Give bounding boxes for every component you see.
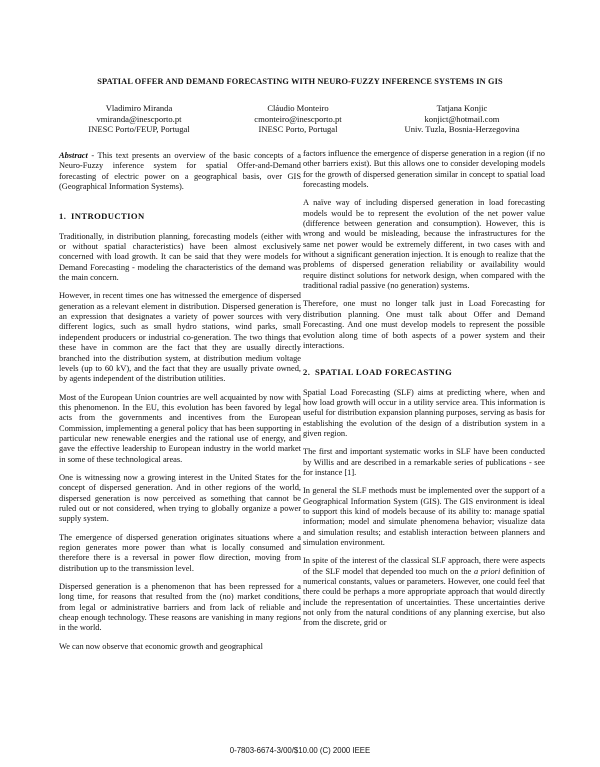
- italic-phrase: a priori: [473, 566, 501, 576]
- paragraph: The emergence of dispersed generation originates situations where a region generates more power than what is locally consumed and therefore there is a reversal in power flow direction, moving from distribution up to the transmission level.: [59, 532, 301, 573]
- paragraph: Spatial Load Forecasting (SLF) aims at predicting where, when and how load growth will occur in a utility service area. This information is useful for distribution expansion planning purposes, serving as basis for establishing the evolution of the design of a distribution system in a given region.: [303, 387, 545, 438]
- paragraph: The first and important systematic works in SLF have been conducted by Willis and are described in a remarkable series of publications - see for instance [1].: [303, 447, 545, 477]
- paragraph: Therefore, one must no longer talk just in Load Forecasting for distribution planning. One must talk about Offer and Demand Forecasting. And one must develop models to represent the possible evolution along time of both aspects of a power system and their interactions.: [303, 299, 545, 350]
- author-block: [213, 103, 383, 135]
- author-affiliation: Univ. Tuzla, Bosnia-Herzegovina: [404, 124, 520, 135]
- author-affiliation: INESC Porto, Portugal: [258, 124, 338, 135]
- paragraph: A naïve way of including dispersed generation in load forecasting models would be to represent the evolution of the net power value (difference between generation and consumption). However, this is wrong and would be misleading, because the infrastructures for the same net power would be extremely different, in two cases with and without a significant generation injection. It is enough to realize that the problems of dispersed generation reliability or availability would require distinct solutions for network design, when compared with the traditional radial passive (no generation) systems.: [303, 198, 545, 291]
- author-name: Cláudio Monteiro: [267, 103, 329, 113]
- copyright-footer: 0-7803-6674-3/00/$10.00 (C) 2000 IEEE: [229, 746, 371, 755]
- author-name: Tatjana Konjic: [436, 103, 488, 113]
- paragraph: Traditionally, in distribution planning, forecasting models (either with or without spatial characteristics) have been almost exclusively concerned with load growth. It can be said that they were models for Demand Forecasting - modeling the characteristics of the demand was the main concern.: [59, 231, 301, 283]
- author-email: cmonteiro@inescporto.pt: [254, 113, 342, 124]
- paragraph: Most of the European Union countries are well acquainted by now with this phenomenon. In the EU, this evolution has been favored by legal acts from the governments and incentives from the European Commission, implementing a general policy that has been supporting in particular new renewable energies and the rational use of energy, and gave the effective leadership to European industry in the world market in some of these technological areas.: [59, 392, 301, 464]
- abstract-text: - This text presents an overview of the basic concepts of a Neuro-Fuzzy inference system for spatial Offer-and-Demand forecasting of electric power on a geographical basis, over GIS (Geographical Information Systems).: [59, 151, 301, 192]
- paragraph: We can now observe that economic growth and geographical: [59, 641, 263, 651]
- paragraph: One is witnessing now a growing interest in the United States for the concept of dispersed generation. And in other regions of the world, dispersed generation is now perceived as something that cannot be ruled out or not considered, when trying to globally organize a power supply system.: [59, 472, 301, 524]
- paper-title: SPATIAL OFFER AND DEMAND FORECASTING WITH NEURO-FUZZY INFERENCE SYSTEMS IN GIS: [97, 77, 503, 86]
- author-email: vmiranda@inescporto.pt: [96, 113, 182, 124]
- paragraph: In spite of the interest of the classical SLF approach, there were aspects of the SLF model that depended too much on the a priori definition of numerical constants, values or parameters. However, one could feel that there could be perhaps a more appropriate approach that would directly include the representation of uncertainties. These uncertainties derive not only from the natural conditions of any planning exercise, but also from the discrete, grid or: [303, 556, 545, 628]
- section-heading: 1. INTRODUCTION: [59, 211, 145, 222]
- author-affiliation: INESC Porto/FEUP, Portugal: [88, 124, 190, 135]
- author-email: konjict@hotmail.com: [424, 113, 500, 124]
- paragraph: Dispersed generation is a phenomenon that has been repressed for a long time, for reasons that resulted from the (no) market conditions, from legal or administrative barriers and from lack of reliable and cheap enough technology. These reasons are vanishing in many regions in the world.: [59, 582, 301, 633]
- author-block: [54, 103, 224, 135]
- paragraph: factors influence the emergence of disperse generation in a region (if no other barriers exist). But this allows one to consider developing models for the growth of dispersed generation similar in concept to spatial load forecasting models.: [303, 149, 545, 190]
- abstract-label: Abstract: [59, 151, 88, 160]
- author-block: [377, 103, 547, 135]
- section-heading: 2. SPATIAL LOAD FORECASTING: [303, 367, 453, 378]
- abstract: [59, 151, 301, 192]
- left-column: [59, 151, 301, 660]
- author-name: Vladimiro Miranda: [105, 103, 173, 113]
- right-column: [303, 149, 545, 637]
- paragraph: However, in recent times one has witnessed the emergence of dispersed generation as a relevant element in distribution. Dispersed generation is an expression that designates a variety of power sources with very different logics, such as small hydro stations, wind parks, small independent producers or industrial co-generation. The two things that these have in common are the fact that they are usually directly branched into the distribution system, at distribution medium voltage levels (up to 60 kV), and the fact that they are usually private owned, by agents independent of the distribution utilities.: [59, 291, 301, 384]
- paragraph: In general the SLF methods must be implemented over the support of a Geographical Information System (GIS). The GIS environment is ideal to support this kind of models because of its ability to: manage spatial information; model and simulate phenomena behavior; visualize data and simulation results; and establish interaction between planners and simulation environment.: [303, 486, 545, 547]
